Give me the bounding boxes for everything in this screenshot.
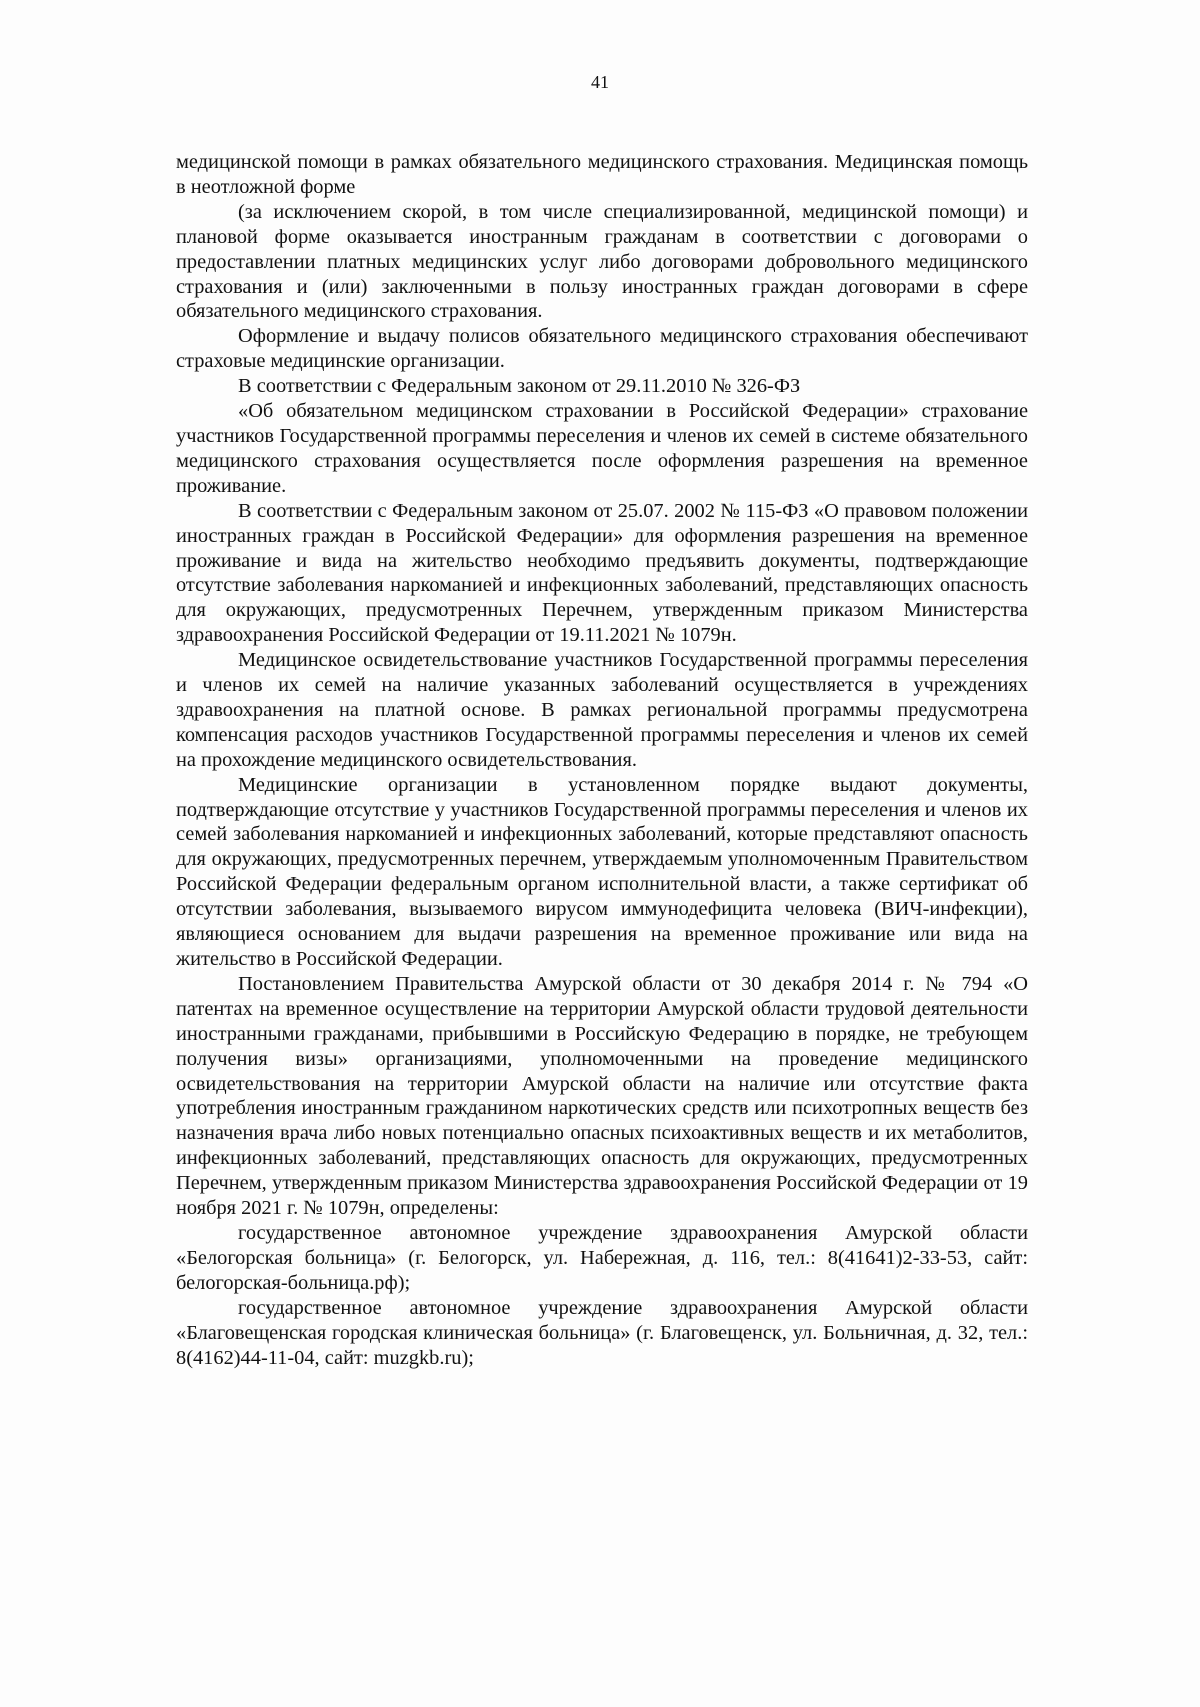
paragraph-7: Медицинское освидетельствование участников Государственной программы переселения и членов их семей на наличие указанных заболеваний осуществляется в учреждениях здравоохранения на платной основе. В рамках региональной программы предусмотрена компенсация расходов участников Государственной программы переселения и членов их семей на прохождение медицинского освидетельствования. xyxy=(176,649,1028,771)
document-body xyxy=(176,150,1028,1370)
paragraph-6: В соответствии с Федеральным законом от 25.07. 2002 № 115-ФЗ «О правовом положении иностранных граждан в Российской Федерации» для оформления разрешения на временное проживание и вида на жительство необходимо предъявить документы, подтверждающие отсутствие заболевания наркоманией и инфекционных заболеваний, представляющих опасность для окружающих, предусмотренных Перечнем, утвержденным приказом Министерства здравоохранения Российской Федерации от 19.11.2021 № 1079н. xyxy=(176,499,1028,647)
paragraph-1: медицинской помощи в рамках обязательного медицинского страхования. Медицинская помощь в неотложной форме xyxy=(176,151,1028,198)
paragraph-4: В соответствии с Федеральным законом от 29.11.2010 № 326-ФЗ xyxy=(238,375,801,398)
paragraph-11: государственное автономное учреждение здравоохранения Амурской области «Благовещенская городская клиническая больница» (г. Благовещенск, ул. Больничная, д. 32, тел.: 8(4162)44-11-04, сайт: muzgkb.ru); xyxy=(176,1296,1028,1369)
paragraph-2: (за исключением скорой, в том числе специализированной, медицинской помощи) и плановой форме оказывается иностранным гражданам в соответствии с договорами о предоставлении платных медицинских услуг либо договорами добровольного медицинского страхования и (или) заключенными в пользу иностранных граждан договорами в сфере обязательного медицинского страхования. xyxy=(176,200,1028,323)
page-number: 41 xyxy=(591,72,609,92)
paragraph-10: государственное автономное учреждение здравоохранения Амурской области «Белогорская больница» (г. Белогорск, ул. Набережная, д. 116, тел.: 8(41641)2-33-53, сайт: белогорская-больница.рф); xyxy=(176,1221,1028,1294)
paragraph-8: Медицинские организации в установленном порядке выдают документы, подтверждающие отсутствие у участников Государственной программы переселения и членов их семей заболевания наркоманией и инфекционных заболеваний, которые представляют опасность для окружающих, предусмотренных перечнем, утверждаемым уполномоченным Правительством Российской Федерации федеральным органом исполнительной власти, а также сертификат об отсутствии заболевания, вызываемого вирусом иммунодефицита человека (ВИЧ-инфекции), являющиеся основанием для выдачи разрешения на временное проживание или вида на жительство в Российской Федерации. xyxy=(176,773,1028,970)
paragraph-3: Оформление и выдачу полисов обязательного медицинского страхования обеспечивают страховые медицинские организации. xyxy=(176,325,1028,373)
paragraph-9: Постановлением Правительства Амурской области от 30 декабря 2014 г. № 794 «О патентах на временное осуществление на территории Амурской области трудовой деятельности иностранными гражданами, прибывшими в Российскую Федерацию в порядке, не требующем получения визы» организациями, уполномоченными на проведение медицинского освидетельствования на территории Амурской области на наличие или отсутствие факта употребления иностранным гражданином наркотических средств или психотропных веществ без назначения врача либо новых потенциально опасных психоактивных веществ и их метаболитов, инфекционных заболеваний, представляющих опасность для окружающих, предусмотренных Перечнем, утвержденным приказом Министерства здравоохранения Российской Федерации от 19 ноября 2021 г. № 1079н, определены: xyxy=(176,972,1028,1220)
paragraph-5: «Об обязательном медицинском страховании в Российской Федерации» страхование участников Государственной программы переселения и членов их семей в системе обязательного медицинского страхования осуществляется после оформления разрешения на временное проживание. xyxy=(176,400,1028,497)
